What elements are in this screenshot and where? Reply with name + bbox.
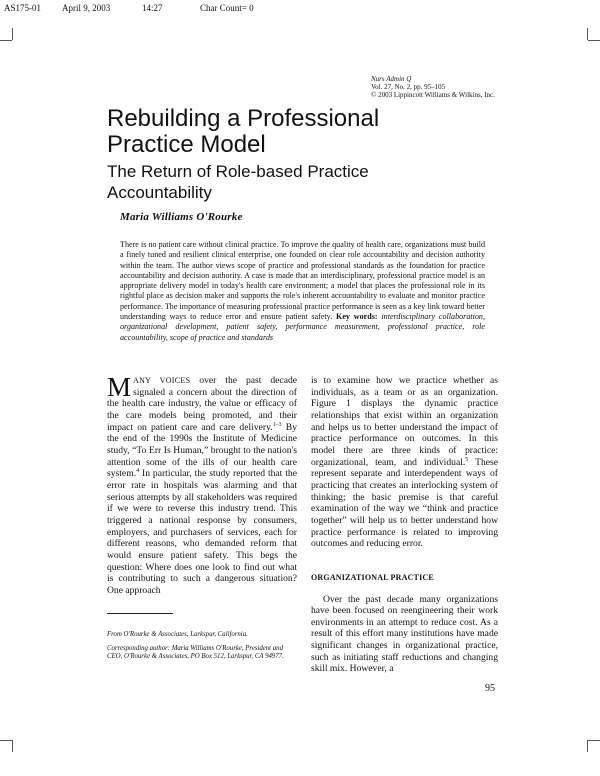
- keywords: interdisciplinary collaboration, organizational development, patient safety, performance measurement, professional practice, role accountability, scope of practice and standards: [120, 312, 485, 342]
- crop-mark: [0, 40, 12, 41]
- crop-mark: [12, 740, 13, 752]
- volume-info: Vol. 27, No. 2, pp. 95–105: [371, 83, 446, 91]
- body-text: These represent separate and interdependent ways of practicing that creates an interlocking system of thinking; the basic premise is that careful examination of the way we “think and practice together” will help us to better understand how practice performance is related to improving outcomes and reducing error.: [311, 456, 498, 550]
- corresponding-author-note: Corresponding author: Maria Williams O'Rourke, President and CEO, O'Rourke & Associates, PO Box 512, Larkspur, CA 94977.: [107, 645, 284, 661]
- body-text: [311, 375, 498, 550]
- drop-cap: M: [107, 372, 132, 402]
- affiliation-note: From O'Rourke & Associates, Larkspur, California.: [107, 631, 248, 638]
- body-text: Over the past decade many organizations have been focused on reengineering their work environments in an attempt to reduce cost. As a result of this effort many institutions have made significant changes in organizational practice, such as initiating staff reductions and changing skill mix. However, a: [311, 593, 498, 675]
- copyright: © 2003 Lippincott Williams & Wilkins, Inc.: [371, 91, 495, 99]
- citation-block: [371, 75, 495, 99]
- reference: 4: [136, 468, 140, 475]
- article-title: Rebuilding a Professional Practice Model: [107, 105, 380, 158]
- header-time: 14:27: [142, 3, 163, 13]
- body-column-left: [107, 372, 298, 596]
- abstract: [120, 240, 485, 343]
- page-number: 95: [485, 683, 495, 694]
- header-date: April 9, 2003: [62, 3, 111, 13]
- reference: 1–3: [272, 421, 282, 428]
- author-name: Maria Williams O'Rourke: [120, 211, 243, 223]
- journal-name: Nurs Admin Q: [371, 75, 412, 83]
- abstract-text: There is no patient care without clinical practice. To improve the quality of health care, organizations must build a finely tuned and resilient clinical enterprise, one founded on clear role accountability and decision authority within the team. The author views scope of practice and professional standards as the foundation for practice accountability and decision authority. A case is made that an interdisciplinary, professional practice model is an appropriate delivery model in today's health care environment; a model that places the professional role in its rightful place as decision maker and supports the role's inherent accountability to evaluate and monitor practice performance. The importance of measuring professional practice performance is seen as a key link toward better understanding ways to reduce error and ensure patient safety.: [120, 240, 485, 322]
- body-text: In particular, the study reported that the error rate in hospitals was alarming and that serious attempts by all stakeholders was required if we were to reverse this industry trend. This triggered a national response by consumers, employers, and purchasers of services, each for different reasons, who demanded reform that would ensure patient safety. This begs the question: Where does one look to find out what is contributing to such a dangerous situation? One approach: [107, 468, 297, 596]
- section-heading: ORGANIZATIONAL PRACTICE: [311, 572, 434, 582]
- header-code: AS175-01: [4, 3, 42, 13]
- header-char-count: Char Count= 0: [200, 3, 254, 13]
- reference: 5: [465, 456, 469, 463]
- crop-mark: [0, 740, 12, 741]
- body-column-right: [311, 375, 498, 675]
- body-text: is to examine how we practice whether as individuals, as a team or as an organization. Figure 1 displays the dynamic practice relationships that exist within an organization and helps us to better understand the impact of practice performance on outcomes. In this model there are three kinds of practice: organizational, team, and individual.: [311, 375, 498, 468]
- lead-caps: ANY VOICES: [133, 376, 191, 385]
- footnote-rule: [107, 613, 173, 614]
- body-text: By the end of the 1990s the Institute of Medicine study, “To Err Is Human,” brought to the nation's attention some of the ills of our health care system.: [107, 421, 297, 480]
- crop-mark: [587, 28, 588, 40]
- article-subtitle: The Return of Role-based Practice Accountability: [107, 162, 369, 202]
- keywords-label: Key words:: [336, 312, 378, 322]
- crop-mark: [12, 28, 13, 40]
- crop-mark: [587, 740, 588, 752]
- crop-mark: [588, 740, 600, 741]
- crop-mark: [588, 40, 600, 41]
- body-text: over the past decade signaled a concern about the direction of the health care industry, the value or efficacy of the care models being promoted, and their impact on patient care and care delivery.: [107, 375, 298, 433]
